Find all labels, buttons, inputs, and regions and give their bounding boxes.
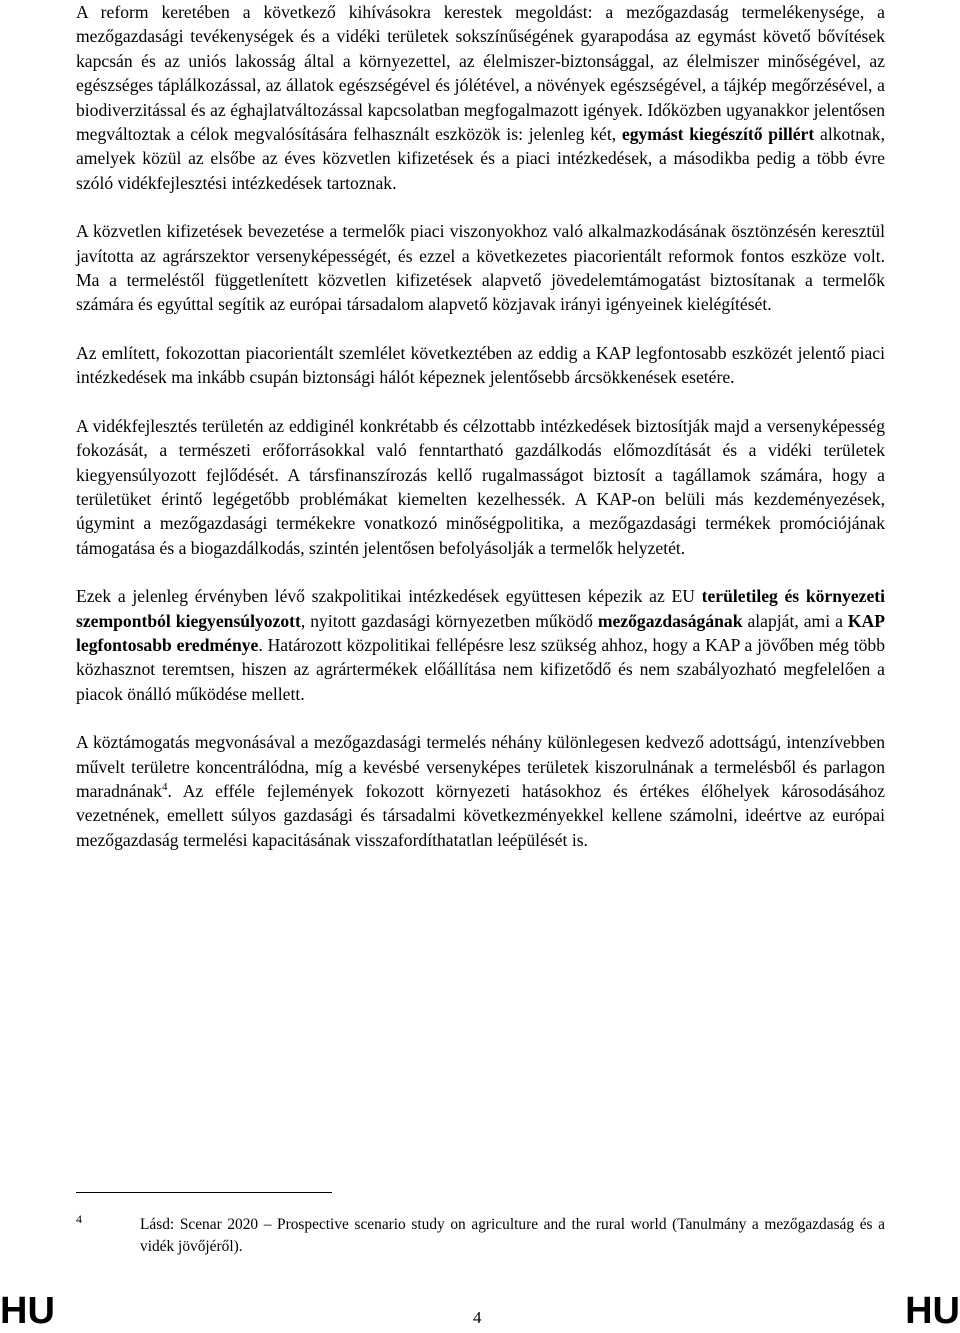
paragraph-5-text-c: alapját, ami a [742, 610, 848, 631]
paragraph-4: A vidékfejlesztés területén az eddiginél konkrétabb és célzottabb intézkedések biztosítják majd a versenyképesség fokozását, a természeti erőforrásokkal való fenntartható gazdálkodás előmozdítását és a vidéki területek kiegyensúlyozott fejlődését. A társfinanszírozás kellő rugalmasságot biztosít a tagállamok számára, hogy a területüket érintő legégetőbb problémákat kiemelten kezelhessék. A KAP-on belüli más kezdeményezések, úgymint a mezőgazdasági termékekre vonatkozó minőségpolitika, a mezőgazdasági termékek promóciójának támogatása és a biogazdálkodás, szintén jelentősen befolyásolják a termelők helyzetét. [76, 415, 885, 558]
paragraph-6 [76, 730, 885, 852]
document-body [76, 0, 885, 876]
footnote-separator [76, 1192, 332, 1193]
paragraph-5-text-b: , nyitott gazdasági környezetben működő [300, 610, 598, 631]
paragraph-5 [76, 584, 885, 706]
paragraph-5-bold-result: KAP legfontosabb eredménye [76, 610, 885, 655]
footnote-number: 4 [76, 1212, 82, 1226]
paragraph-5-text-a: Ezek a jelenleg érvényben lévő szakpolitikai intézkedések együttesen képezik az EU [76, 586, 702, 607]
paragraph-1-text-a: A reform keretében a következő kihívásokra kerestek megoldást: a mezőgazdaság termelékenysége, a mezőgazdasági tevékenységek és a vidéki területek sokszínűségének gyarapodása az egymást követő bővítések kapcsán és az uniós lakosság által a környezettel, az élelmiszer-biztonsággal, az élelmiszer minőségével, az egészséges táplálkozással, az állatok egészségével és jólétével, a növények egészségével, a tájkép megőrzésével, a biodiverzitással és az éghajlatváltozással kapcsolatban megfogalmazott igények. Időközben ugyanakkor jelentősen megváltoztak a célok megvalósítására felhasznált eszközök is: jelenleg két, [76, 2, 885, 145]
language-code-left: HU [0, 1290, 55, 1332]
paragraph-2: A közvetlen kifizetések bevezetése a termelők piaci viszonyokhoz való alkalmazkodásának ösztönzésén keresztül javította az agrárszektor versenyképességét, és ezzel a következetes piacorientált reformok fontos eszköze volt. Ma a termeléstől függetlenített közvetlen kifizetések alapvető jövedelemtámogatást biztosítanak a termelők számára és egyúttal segítik az európai társadalom alapvető közjavak irányi igényeinek kielégítését. [76, 221, 885, 315]
paragraph-3: Az említett, fokozottan piacorientált szemlélet következtében az eddig a KAP legfontosabb eszközét jelentő piaci intézkedések ma inkább csupán biztonsági hálót képeznek jelentősebb árcsökkenések esetére. [76, 342, 885, 388]
page-number: 4 [473, 1308, 482, 1327]
paragraph-1-text-b: alkotnak, amelyek közül az elsőbe az éves közvetlen kifizetések és a piaci intézkedések, a másodikba pedig a több évre szóló vidékfejlesztési intézkedések tartoznak. [76, 124, 885, 193]
paragraph-1 [76, 0, 885, 195]
paragraph-1-bold-pillars: egymást kiegészítő pillért [621, 124, 815, 145]
footnote-reference[interactable]: 4 [161, 781, 168, 794]
paragraph-6-text-a: A köztámogatás megvonásával a mezőgazdasági termelés néhány különlegesen kedvező adottságú, intenzívebben művelt területre koncentrálódna, míg a kevésbé versenyképes területek kiszorulnának a termelésből és parlagon maradnának [76, 732, 885, 801]
paragraph-6-text-b: . Az efféle fejlemények fokozott környezeti hatásokhoz és értékes élőhelyek károsodásához vezetnének, emellett súlyos gazdasági és társadalmi következményekkel kellene számolni, ideértve az európai mezőgazdaság termelési kapacitásának visszafordíthatatlan leépülését is. [76, 780, 885, 850]
footnote-text: Lásd: Scenar 2020 – Prospective scenario study on agriculture and the rural world (Tanulmány a mezőgazdaság és a vidék jövőjéről). [140, 1216, 885, 1255]
paragraph-5-text-d: . Határozott közpolitikai fellépésre lesz szükség ahhoz, hogy a KAP a jövőben még több közhasznot teremtsen, hiszen az agrártermékek előállítása nem kifizetődő és nem szabályozható megfelelően a piacok önálló működése mellett. [76, 634, 886, 704]
paragraph-5-bold-agriculture: mezőgazdaságának [597, 610, 743, 631]
paragraph-5-bold-balanced: területileg és környezeti szempontból kiegyensúlyozott [76, 586, 885, 631]
language-code-right: HU [905, 1290, 960, 1332]
